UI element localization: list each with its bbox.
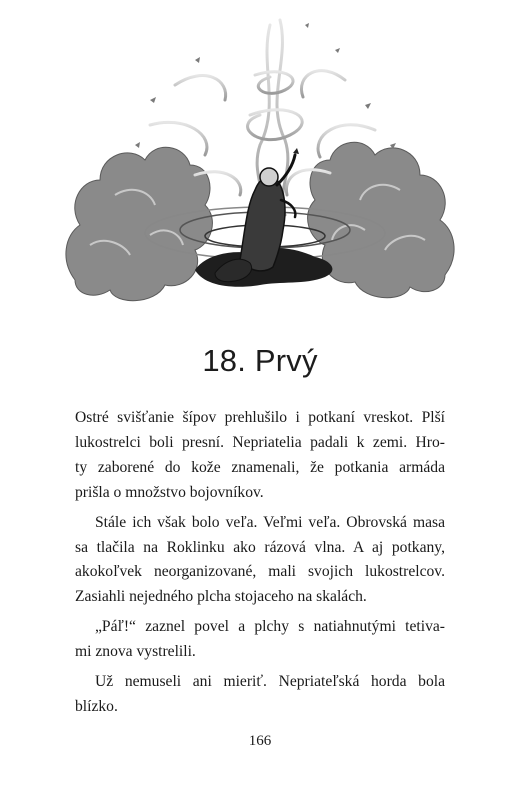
text-line: lukostrelci boli presní. Nepriatelia padali k zemi. Hro- <box>75 433 445 451</box>
paragraph <box>75 406 445 506</box>
chapter-illustration <box>55 5 465 315</box>
text-line: Už nemuseli ani mieriť. Nepriateľská horda bola <box>95 673 445 691</box>
left-smoke-cloud <box>66 147 212 300</box>
paragraph <box>75 511 445 611</box>
body-text <box>75 406 445 725</box>
text-line: mi znova vystrelili. <box>75 643 196 661</box>
paragraph <box>75 670 445 720</box>
text-line: sa tlačila na Roklinku ako rázová vlna. A aj potkany, <box>75 538 445 556</box>
paragraph <box>75 615 445 665</box>
text-line: akokoľvek neorganizované, mali svojich lukostrelcov. <box>75 563 445 581</box>
right-smoke-cloud <box>308 142 454 297</box>
text-line: Zasiahli nejedného plcha stojaceho na skalách. <box>75 588 367 606</box>
text-line: ty zaborené do kože znamenali, že potkania armáda <box>75 458 445 476</box>
page-number: 166 <box>248 733 272 749</box>
text-line: Stále ich však bolo veľa. Veľmi veľa. Obrovská masa <box>95 513 445 531</box>
text-line: „Páľ!“ zaznel povel a plchy s natiahnutými tetiva- <box>95 618 445 636</box>
chapter-title: 18. Prvý <box>202 343 318 378</box>
text-line: Ostré svišťanie šípov prehlušilo i potkaní vreskot. Plší <box>75 409 445 426</box>
text-line: prišla o množstvo bojovníkov. <box>75 483 264 501</box>
text-line: blízko. <box>75 697 118 715</box>
